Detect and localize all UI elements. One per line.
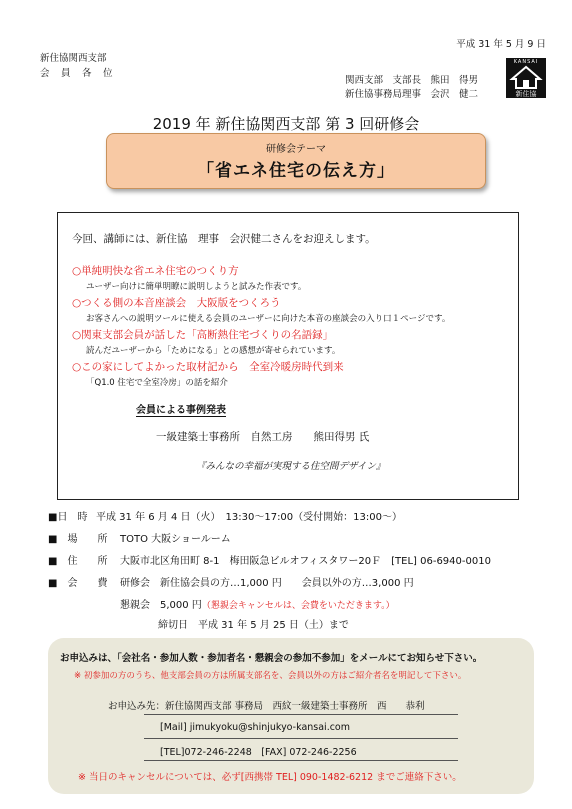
logo-top-text: KANSAI — [513, 59, 539, 65]
topic-heading: ○単純明快な省エネ住宅のつくり方 — [72, 265, 239, 277]
recipient-line-2: 会 員 各 位 — [40, 68, 114, 79]
recipient-line-1: 新住協関西支部 — [40, 53, 107, 64]
contact-email[interactable]: [Mail] jimukyoku@shinjukyo-kansai.com — [160, 722, 350, 733]
party-fee — [120, 596, 395, 611]
topic-heading: ○つくる側の本音座談会 大阪版をつくろう — [72, 297, 281, 309]
application-box — [48, 638, 534, 794]
contact-info: お申込み先：新住協関西支部 事務局 西紋一級建築士事務所 西 恭利 — [108, 701, 425, 712]
date-value: 平成 31 年 6 月 4 日（火） 13:30～17:00（受付開始：13:00～） — [96, 512, 402, 523]
fee-label: ■ 会 費 — [48, 578, 108, 589]
address-label: ■ 住 所 — [48, 556, 108, 567]
application-notice: お申込みは、「会社名・参加人数・参加者名・懇親会の参加不参加」をメールにてお知らせ下さい。 — [60, 653, 483, 664]
application-note: ※ 初参加の方のうち、他支部会員の方は所属支部名を、会員以外の方はご紹介者名を明記して下さい。 — [74, 671, 467, 681]
presenter-name: 一級建築士事務所 自然工房 熊田得男 氏 — [156, 431, 370, 443]
event-title: 2019 年 新住協関西支部 第 3 回研修会 — [152, 115, 420, 133]
topic-description: お客さんへの説明ツールに使える会員のユーザーに向けた本音の座談会の入り口１ページです。 — [86, 314, 451, 324]
shinjukyo-logo — [506, 58, 546, 98]
theme-title: 「省エネ住宅の伝え方」 — [197, 161, 395, 181]
logo-bottom-text: 新住協 — [515, 90, 537, 98]
party-cancel-note: （懇親会キャンセルは、会費をいただきます。） — [201, 601, 395, 611]
program-box — [57, 212, 519, 500]
sender-line-2: 新住協事務局理事 会沢 健二 — [345, 89, 479, 100]
deadline: 締切日 平成 31 年 5 月 25 日（土）まで — [158, 620, 349, 631]
topic-heading: ○関東支部会員が話した「高断熱住宅づくりの名語録」 — [72, 329, 334, 341]
case-study-title: 『みんなの幸福が実現する住空間デザイン』 — [196, 461, 386, 472]
theme-label: 研修会テーマ — [266, 144, 326, 155]
topic-description: 「Q1.0 住宅で全室冷房」の話を紹介 — [86, 378, 228, 388]
party-fee-value: 懇親会 5,000 円 — [120, 600, 202, 611]
case-study-label: 会員による事例発表 — [136, 401, 226, 417]
cancellation-note: ※ 当日のキャンセルについては、必ず[西携帯 TEL] 090-1482-6212 までご連絡下さい。 — [78, 772, 462, 783]
divider — [144, 760, 458, 761]
divider — [144, 714, 458, 715]
contact-phone-fax: [TEL]072-246-2248 [FAX] 072-246-2256 — [160, 747, 357, 758]
theme-banner — [106, 133, 486, 189]
address-value: 大阪市北区角田町 8-1 梅田阪急ビルオフィスタワー20Ｆ [TEL] 06-6940-0010 — [120, 556, 491, 567]
divider — [144, 738, 458, 739]
place-value: TOTO 大阪ショールーム — [120, 534, 231, 545]
topic-description: ユーザー向けに簡単明瞭に説明しようと試みた作表です。 — [86, 282, 307, 292]
topic-heading: ○この家にしてよかった取材記から 全室冷暖房時代到来 — [72, 361, 344, 373]
date-label: ■日 時 — [48, 512, 88, 523]
intro-text: 今回、講師には、新住協 理事 会沢健二さんをお迎えします。 — [72, 233, 376, 245]
sender-line-1: 関西支部 支部長 熊田 得男 — [345, 75, 479, 86]
topic-description: 読んだユーザーから「ためになる」との感想が寄せられています。 — [86, 346, 341, 356]
document-date: 平成 31 年 5 月 9 日 — [456, 39, 546, 50]
fee-value: 研修会 新住協会員の方…1,000 円 会員以外の方…3,000 円 — [120, 578, 414, 589]
place-label: ■ 場 所 — [48, 534, 108, 545]
